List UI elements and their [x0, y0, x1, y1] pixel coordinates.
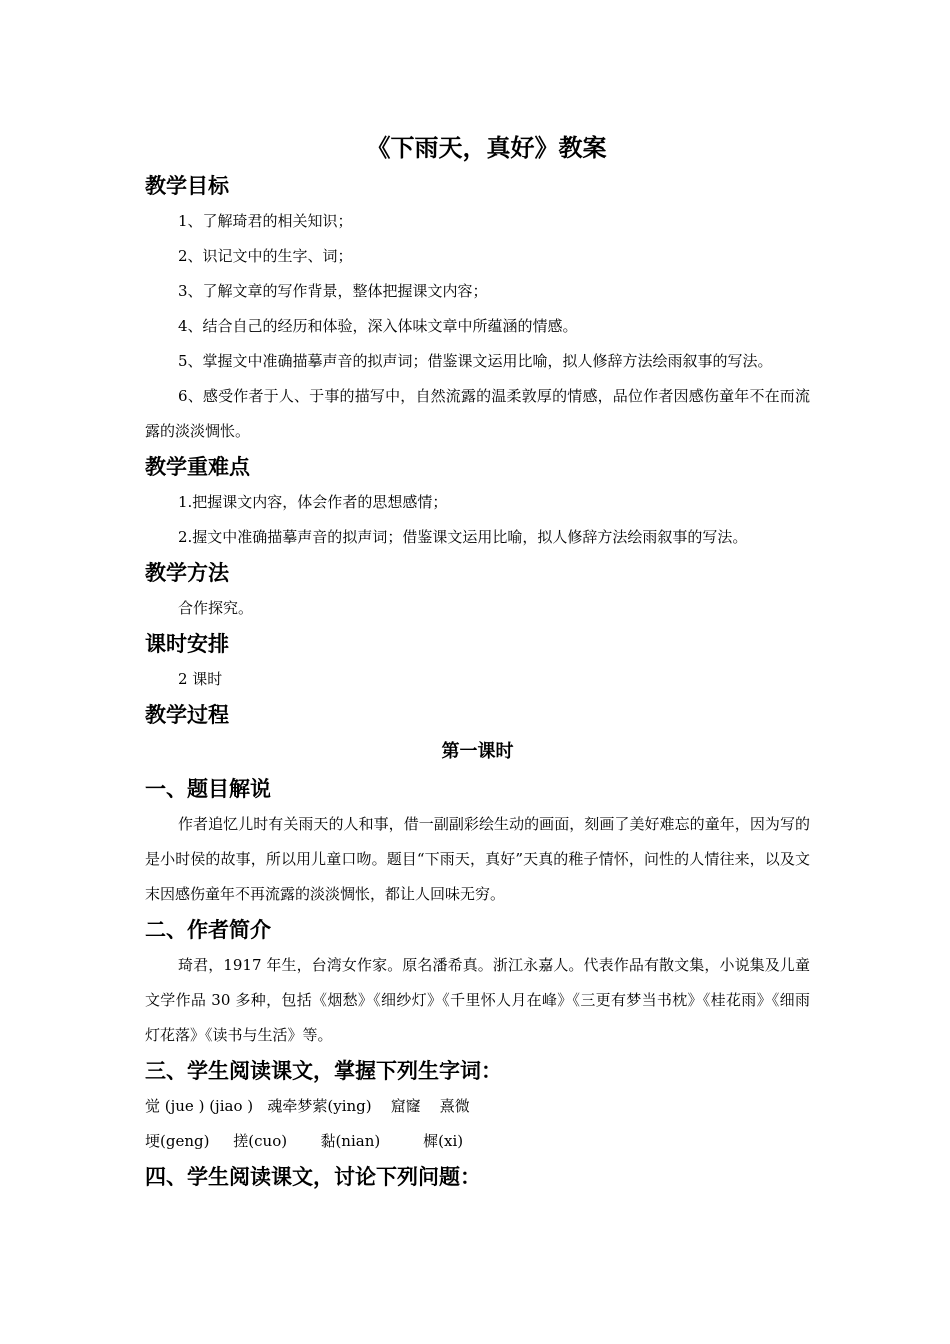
goal-item: 6、感受作者于人、于事的描写中，自然流露的温柔敦厚的情感，品位作者因感伤童年不在而流露的淡淡惆怅。 — [145, 387, 810, 440]
method-text: 合作探究。 — [178, 599, 254, 617]
subsection-heading: 一、题目解说 — [145, 776, 271, 801]
subsection-text: 作者追忆儿时有关雨天的人和事，借一副副彩绘生动的画面，刻画了美好难忘的童年，因为写的是小时侯的故事，所以用儿童口吻。题目“下雨天，真好”天真的稚子情怀，问性的人情往来，以及文末因感伤童年不再流露的淡淡惆怅，都让人回味无穷。 — [145, 815, 810, 903]
section-heading-process: 教学过程 — [145, 702, 229, 727]
lesson-title: 第一课时 — [441, 741, 514, 762]
vocab-row: 觉 (jue ) (jiao ) 魂牵梦萦(ying) 窟窿 熹微 — [145, 1097, 470, 1115]
key-point-item: 1.把握课文内容，体会作者的思想感情； — [178, 493, 448, 511]
document-title: 《下雨天，真好》教案 — [366, 133, 607, 162]
schedule-text: 2 课时 — [178, 670, 223, 688]
section-heading-method: 教学方法 — [145, 560, 229, 585]
goal-item: 1、了解琦君的相关知识； — [178, 212, 353, 230]
section-heading-key-points: 教学重难点 — [145, 454, 250, 479]
goal-item: 2、识记文中的生字、词； — [178, 247, 353, 265]
section-heading-goals: 教学目标 — [145, 173, 229, 198]
section-heading-schedule: 课时安排 — [145, 631, 229, 656]
vocab-row: 埂(geng) 搓(cuo) 黏(nian) 樨(xi) — [145, 1132, 464, 1150]
goal-item: 5、掌握文中准确描摹声音的拟声词；借鉴课文运用比喻，拟人修辞方法绘雨叙事的写法。 — [178, 352, 773, 370]
subsection-text: 琦君，1917 年生，台湾女作家。原名潘希真。浙江永嘉人。代表作品有散文集，小说集及儿童文学作品 30 多种，包括《烟愁》《细纱灯》《千里怀人月在峰》《三更有梦当书枕》《桂花雨》《细雨灯花落》《读书与生活》等。 — [145, 956, 810, 1044]
key-point-item: 2.握文中准确描摹声音的拟声词；借鉴课文运用比喻，拟人修辞方法绘雨叙事的写法。 — [178, 528, 748, 546]
document-page — [145, 128, 810, 1195]
subsection-heading: 二、作者简介 — [145, 917, 271, 942]
subsection-heading: 四、学生阅读课文，讨论下列问题： — [145, 1164, 481, 1189]
goal-item: 3、了解文章的写作背景，整体把握课文内容； — [178, 282, 488, 300]
goal-item: 4、结合自己的经历和体验，深入体味文章中所蕴涵的情感。 — [178, 317, 578, 335]
subsection-heading: 三、学生阅读课文，掌握下列生字词： — [145, 1058, 502, 1083]
